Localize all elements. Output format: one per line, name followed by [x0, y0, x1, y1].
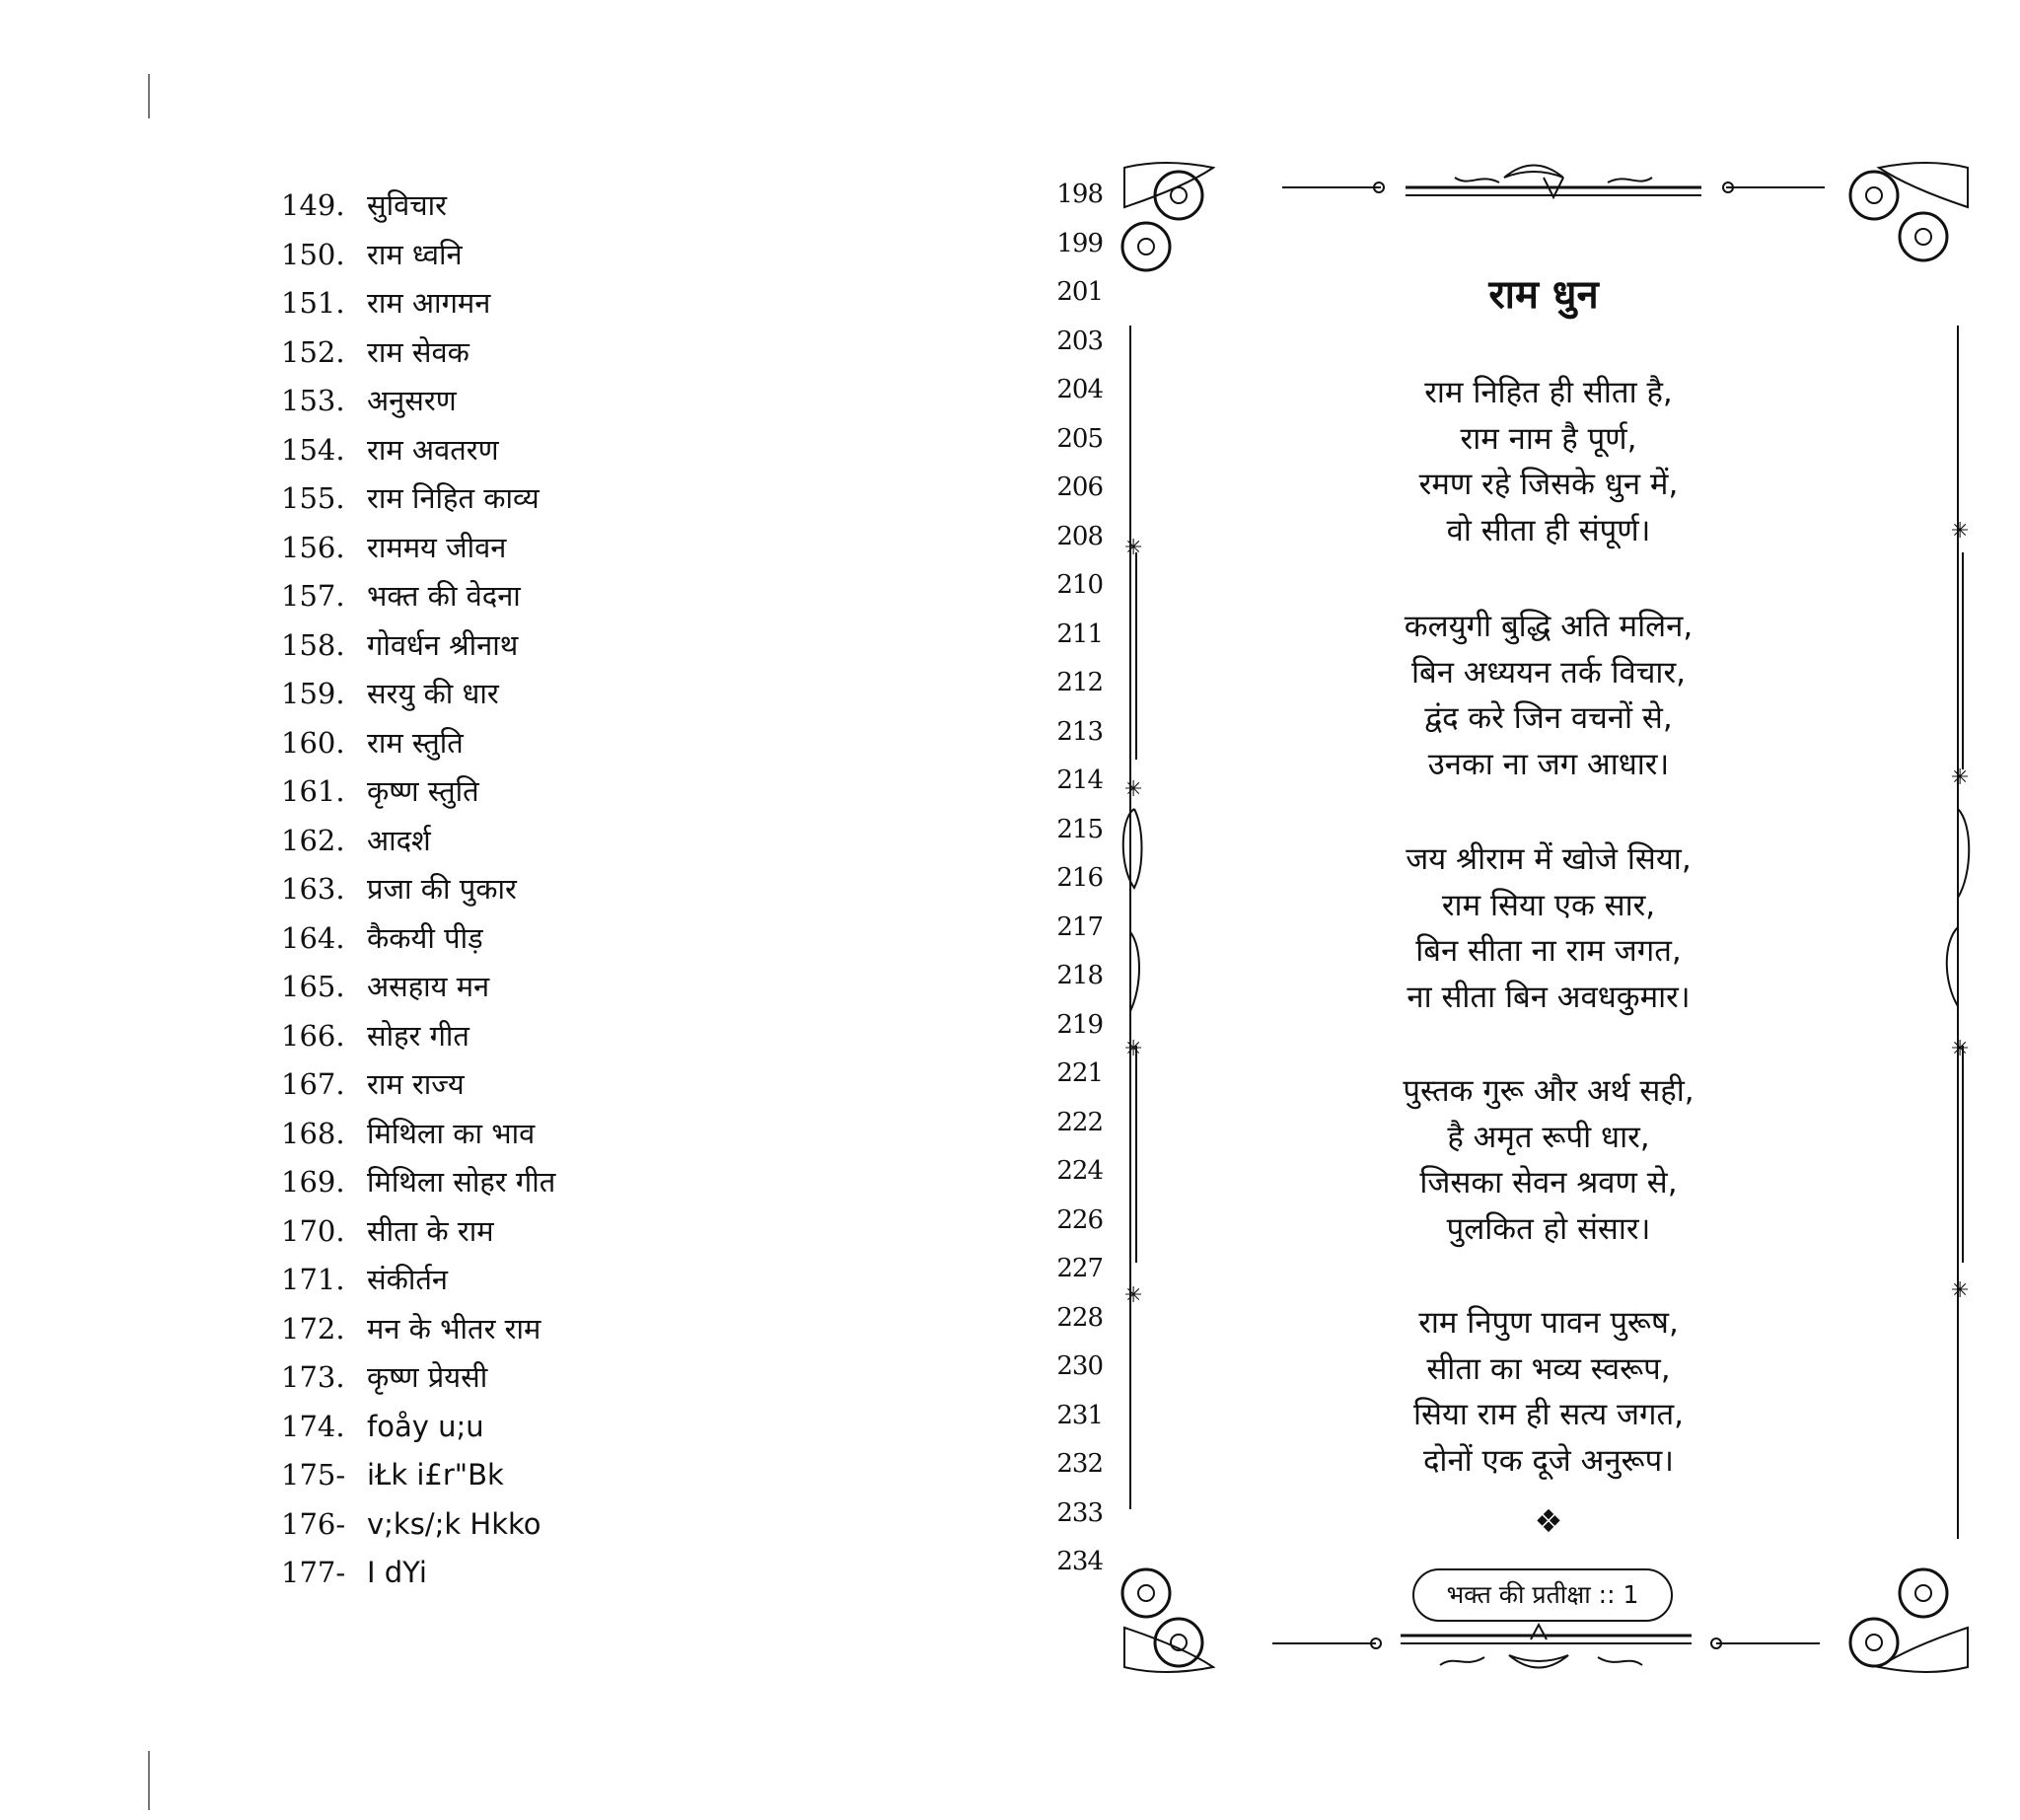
- toc-entry-title: सीता के राम: [367, 1213, 494, 1248]
- toc-entry-title: राम अवतरण: [367, 432, 499, 467]
- gutter-mark: [148, 1751, 150, 1810]
- toc-page-number: 204: [1056, 375, 1103, 404]
- verse-line: पुस्तक गुरू और अर्थ सही,: [1403, 1073, 1695, 1109]
- toc-entry-title: राम आगमन: [367, 286, 491, 320]
- toc-entry: [281, 283, 695, 332]
- toc-entry-number: 150.: [281, 237, 345, 271]
- toc-entry-number: 157.: [281, 579, 345, 613]
- toc-page-number: 234: [1056, 1547, 1103, 1576]
- toc-entry-number: 155.: [281, 481, 345, 515]
- toc-entry-title: राम निहित काव्य: [367, 481, 540, 515]
- stanza: [1366, 1068, 1731, 1252]
- toc-entry-number: 151.: [281, 286, 345, 320]
- verse-line: सीता का भव्य स्वरूप,: [1426, 1350, 1671, 1387]
- toc-entry-title: कैकयी पीड़: [367, 920, 483, 955]
- toc-entry-title: गोवर्धन श्रीनाथ: [367, 627, 519, 662]
- toc-entry-title: मन के भीतर राम: [367, 1311, 541, 1346]
- toc-entry-title: आदर्श: [367, 823, 431, 857]
- toc-page-number: 217: [1056, 911, 1103, 942]
- toc-page-number: 210: [1056, 570, 1103, 600]
- toc-page-number: 221: [1056, 1058, 1103, 1088]
- toc-entry-number: 152.: [281, 334, 345, 369]
- toc-entry: [281, 185, 695, 235]
- toc-entry-title: अनुसरण: [367, 384, 457, 417]
- poem-title: राम धुन: [1488, 272, 1599, 318]
- toc-entry-number: 177-: [281, 1556, 346, 1589]
- toc-entry-title: असहाय मन: [367, 970, 490, 1003]
- toc-page-number: 224: [1056, 1156, 1103, 1186]
- toc-entry: [281, 430, 695, 479]
- toc-entry-number: 175-: [281, 1458, 346, 1492]
- toc-entry-number: 164.: [281, 920, 345, 955]
- gutter-mark: [148, 74, 150, 118]
- svg-text:✳: ✳: [1124, 1037, 1143, 1061]
- page-footer: भक्त की प्रतीक्षा :: 1: [1412, 1568, 1673, 1622]
- stanza: [1366, 1300, 1731, 1484]
- toc-entry-title: iŁk i£r"Bk: [367, 1458, 504, 1492]
- toc-entry: [281, 674, 695, 723]
- toc-entry-title: राम राज्य: [367, 1067, 465, 1101]
- toc-page-number: 230: [1056, 1351, 1103, 1381]
- toc-entry: [281, 381, 695, 430]
- toc-entry-number: 167.: [281, 1067, 345, 1101]
- toc-entry-title: सुविचार: [367, 188, 448, 222]
- toc-entry: [281, 723, 695, 772]
- toc-entry-number: 166.: [281, 1018, 345, 1053]
- toc-entry-number: 173.: [281, 1360, 345, 1394]
- toc-entry-number: 153.: [281, 384, 345, 417]
- diamond-ornament-icon: ❖: [1534, 1502, 1563, 1540]
- toc-entry-title: सोहर गीत: [367, 1018, 469, 1053]
- verse-line: रमण रहे जिसके धुन में,: [1418, 467, 1679, 502]
- verse-line: जिसका सेवन श्रवण से,: [1419, 1165, 1678, 1201]
- toc-entry-number: 165.: [281, 970, 345, 1003]
- toc-entry: [281, 625, 695, 675]
- toc-entry-number: 158.: [281, 627, 345, 662]
- stanza: [1366, 837, 1731, 1020]
- verse-line: है अमृत रूपी धार,: [1447, 1119, 1650, 1155]
- toc-entry-number: 154.: [281, 432, 345, 467]
- toc-page-number: 232: [1056, 1449, 1103, 1479]
- verse-line: सिया राम ही सत्य जगत,: [1412, 1397, 1685, 1432]
- toc-entry: [281, 1357, 695, 1407]
- toc-entry-number: 171.: [281, 1263, 345, 1296]
- stanza: [1366, 604, 1731, 787]
- toc-page-number: 198: [1056, 180, 1103, 209]
- toc-entry-number: 172.: [281, 1311, 345, 1346]
- toc-entry: [281, 576, 695, 625]
- toc-entry: [281, 1455, 695, 1504]
- toc-page-number: 208: [1056, 521, 1103, 551]
- toc-page-number: 222: [1056, 1107, 1103, 1137]
- verse-line: बिन अध्ययन तर्क विचार,: [1411, 654, 1686, 691]
- toc-page-number: 216: [1056, 863, 1103, 893]
- toc-entry-title: भक्त की वेदना: [367, 579, 521, 613]
- verse-line: वो सीता ही संपूर्ण।: [1446, 512, 1651, 548]
- toc-page-number: 206: [1056, 473, 1103, 502]
- toc-page-number: 213: [1056, 716, 1103, 747]
- toc-entry: [281, 918, 695, 968]
- toc-entry: [281, 1407, 695, 1456]
- toc-entry-title: राम ध्वनि: [367, 237, 463, 271]
- svg-text:✳: ✳: [1951, 519, 1970, 544]
- verse-line: जय श्रीराम में खोजे सिया,: [1406, 841, 1692, 877]
- toc-entry-number: 170.: [281, 1213, 345, 1248]
- toc-entry-number: 161.: [281, 774, 345, 808]
- toc-entry-number: 163.: [281, 872, 345, 906]
- toc-entry: [281, 1260, 695, 1309]
- toc-page-number: 218: [1056, 961, 1103, 990]
- toc-entry-title: सरयु की धार: [367, 677, 499, 710]
- toc-entry-number: 168.: [281, 1116, 345, 1150]
- verse-line: राम निपुण पावन पुरूष,: [1418, 1305, 1679, 1341]
- toc-entry: [281, 332, 695, 382]
- stanza: [1366, 370, 1731, 553]
- svg-text:✳: ✳: [1951, 1037, 1970, 1061]
- toc-entry-number: 156.: [281, 530, 345, 564]
- toc-entry: [281, 235, 695, 284]
- toc-entry-title: राममय जीवन: [367, 530, 507, 564]
- toc-entry: [281, 1211, 695, 1261]
- toc-entry: [281, 821, 695, 870]
- verse-line: दोनों एक दूजे अनुरूप।: [1422, 1442, 1675, 1479]
- toc-entry-number: 176-: [281, 1506, 346, 1541]
- toc-entry-title: मिथिला सोहर गीत: [367, 1165, 556, 1199]
- svg-text:✳: ✳: [1124, 777, 1143, 802]
- verse-line: पुलकित हो संसार।: [1446, 1210, 1651, 1247]
- toc-page-number: 228: [1056, 1302, 1103, 1333]
- verse-line: बिन सीता ना राम जगत,: [1415, 933, 1682, 969]
- toc-entry: [281, 1309, 695, 1358]
- toc-entry-title: कृष्ण प्रेयसी: [367, 1360, 488, 1394]
- toc-entry-title: I dYi: [367, 1556, 427, 1589]
- toc-page-number: 205: [1056, 423, 1103, 454]
- toc-page-number: 233: [1056, 1497, 1103, 1528]
- toc-page-number: 212: [1056, 668, 1103, 697]
- toc-entry: [281, 478, 695, 528]
- svg-text:✳: ✳: [1124, 536, 1143, 560]
- toc-entry-title: foåy u;u: [367, 1409, 484, 1443]
- verse-line: राम नाम है पूर्ण,: [1460, 420, 1637, 457]
- toc-page-number: 219: [1056, 1009, 1103, 1040]
- toc-entry-title: मिथिला का भाव: [367, 1116, 536, 1150]
- toc-entry: [281, 1114, 695, 1163]
- toc-entry-title: v;ks/;k Hkko: [367, 1506, 541, 1541]
- toc-entry-number: 174.: [281, 1409, 345, 1443]
- toc-entry: [281, 771, 695, 821]
- toc-entry: [281, 1504, 695, 1554]
- toc-entry-number: 149.: [281, 188, 345, 222]
- toc-entry: [281, 1016, 695, 1065]
- toc-entry-title: राम सेवक: [367, 334, 469, 369]
- toc-entry-number: 169.: [281, 1165, 345, 1199]
- toc-entry-title: राम स्तुति: [367, 725, 464, 760]
- toc-entry-number: 162.: [281, 823, 345, 857]
- verse-line: राम निहित ही सीता है,: [1424, 375, 1673, 410]
- toc-page-number: 211: [1056, 619, 1103, 649]
- toc-entry-title: प्रजा की पुकार: [367, 872, 517, 906]
- verse-line: कलयुगी बुद्धि अति मलिन,: [1404, 609, 1694, 644]
- toc-entry-number: 160.: [281, 725, 345, 760]
- toc-entry: [281, 1064, 695, 1114]
- toc-page-number: 226: [1056, 1204, 1103, 1235]
- toc-page-number: 215: [1056, 814, 1103, 844]
- toc-entry-number: 159.: [281, 677, 345, 710]
- svg-text:✳: ✳: [1124, 1283, 1143, 1308]
- toc-page-number: 203: [1056, 326, 1103, 356]
- toc-entry: [281, 528, 695, 577]
- toc-page-number: 231: [1056, 1400, 1103, 1430]
- toc-page-number: 199: [1056, 228, 1103, 258]
- toc-page-number: 227: [1056, 1254, 1103, 1283]
- toc-entry: [281, 967, 695, 1016]
- toc-entry-title: कृष्ण स्तुति: [367, 774, 479, 808]
- toc-page-number: 201: [1056, 277, 1103, 307]
- verse-line: उनका ना जग आधार।: [1427, 746, 1670, 782]
- toc-entry: [281, 869, 695, 918]
- toc-entry: [281, 1162, 695, 1211]
- toc-entry-title: संकीर्तन: [367, 1263, 449, 1296]
- svg-text:✳: ✳: [1951, 765, 1970, 790]
- svg-text:✳: ✳: [1951, 1278, 1970, 1303]
- verse-line: द्वंद करे जिन वचनों से,: [1424, 700, 1673, 736]
- verse-line: राम सिया एक सार,: [1441, 887, 1656, 923]
- toc-page-number: 214: [1056, 765, 1103, 795]
- verse-line: ना सीता बिन अवधकुमार।: [1407, 979, 1691, 1015]
- toc-entry: [281, 1553, 695, 1602]
